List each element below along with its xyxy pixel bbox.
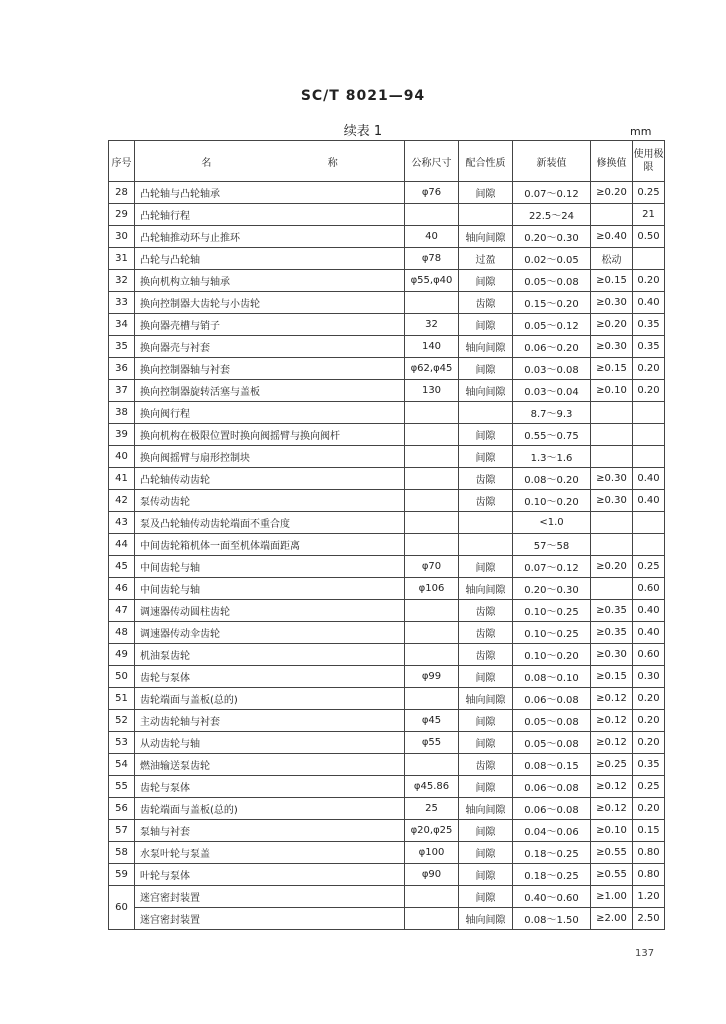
row-repair-value: ≥0.30 [591,292,633,314]
row-new-value: 22.5～24 [513,204,591,226]
table-row [109,908,665,930]
row-fit: 齿隙 [459,622,513,644]
row-limit-value: 0.20 [633,732,665,754]
row-repair-value: ≥1.00 [591,886,633,908]
row-fit: 齿隙 [459,600,513,622]
row-name: 泵传动齿轮 [135,490,405,512]
row-limit-value: 21 [633,204,665,226]
row-limit-value: 0.40 [633,622,665,644]
row-no: 28 [109,182,135,204]
row-name: 换向控制器大齿轮与小齿轮 [135,292,405,314]
row-name: 迷宫密封装置 [135,908,405,930]
row-repair-value: ≥0.35 [591,622,633,644]
table-row [109,468,665,490]
header-new: 新装值 [513,141,591,182]
row-name: 换向控制器轴与衬套 [135,358,405,380]
table-row [109,270,665,292]
row-repair-value: ≥0.20 [591,314,633,336]
row-limit-value: 0.20 [633,270,665,292]
row-repair-value: ≥0.15 [591,666,633,688]
row-new-value: 57～58 [513,534,591,556]
table-row [109,688,665,710]
row-limit-value: 0.80 [633,842,665,864]
row-no: 37 [109,380,135,402]
row-new-value: 0.02～0.05 [513,248,591,270]
row-fit: 间隙 [459,358,513,380]
row-no: 38 [109,402,135,424]
row-name: 调速器传动伞齿轮 [135,622,405,644]
row-new-value: 0.55～0.75 [513,424,591,446]
header-fit: 配合性质 [459,141,513,182]
row-limit-value: 0.35 [633,336,665,358]
row-size [405,512,459,534]
table-caption: 续表 1 [343,124,383,139]
row-fit [459,534,513,556]
row-size: φ106 [405,578,459,600]
row-no: 30 [109,226,135,248]
row-fit: 间隙 [459,556,513,578]
table-row [109,534,665,556]
row-repair-value [591,402,633,424]
row-new-value: 0.18～0.25 [513,864,591,886]
row-new-value: 0.06～0.08 [513,798,591,820]
row-size: φ45.86 [405,776,459,798]
row-name: 迷宫密封装置 [135,886,405,908]
row-limit-value: 0.50 [633,226,665,248]
table-row [109,886,665,908]
row-repair-value: ≥0.12 [591,776,633,798]
row-limit-value: 0.20 [633,798,665,820]
table-row [109,446,665,468]
row-fit: 齿隙 [459,490,513,512]
row-size [405,644,459,666]
row-repair-value: ≥0.10 [591,820,633,842]
row-size: φ62,φ45 [405,358,459,380]
table-row [109,600,665,622]
row-repair-value [591,512,633,534]
row-name: 泵轴与衬套 [135,820,405,842]
table-row [109,556,665,578]
row-name: 主动齿轮轴与衬套 [135,710,405,732]
row-size: φ100 [405,842,459,864]
row-size [405,908,459,930]
row-name: 机油泵齿轮 [135,644,405,666]
standard-code: SC/T 8021—94 [300,88,426,104]
table-row [109,204,665,226]
row-limit-value: 0.60 [633,578,665,600]
row-name: 齿轮端面与盖板(总的) [135,798,405,820]
row-new-value: 0.07～0.12 [513,556,591,578]
table-row [109,732,665,754]
unit-label: mm [630,125,652,138]
row-repair-value: ≥0.12 [591,688,633,710]
table-row [109,380,665,402]
header-limit: 使用极限 [633,141,665,182]
row-new-value: 0.18～0.25 [513,842,591,864]
row-size: 130 [405,380,459,402]
row-fit: 间隙 [459,270,513,292]
row-limit-value: 0.40 [633,292,665,314]
row-no: 53 [109,732,135,754]
row-no: 46 [109,578,135,600]
row-no: 32 [109,270,135,292]
row-new-value: 0.04～0.06 [513,820,591,842]
row-no: 50 [109,666,135,688]
row-repair-value: ≥0.12 [591,732,633,754]
row-name: 换向阀行程 [135,402,405,424]
row-new-value: 0.10～0.20 [513,644,591,666]
page-number: 137 [635,948,655,959]
table-row [109,578,665,600]
row-fit: 轴向间隙 [459,226,513,248]
row-size: φ55,φ40 [405,270,459,292]
row-repair-value: ≥0.35 [591,600,633,622]
table-row [109,490,665,512]
row-no: 60 [109,886,135,930]
table-row [109,798,665,820]
row-no: 55 [109,776,135,798]
row-size [405,754,459,776]
row-fit: 间隙 [459,424,513,446]
table-row [109,710,665,732]
row-no: 54 [109,754,135,776]
row-new-value: <1.0 [513,512,591,534]
row-no: 56 [109,798,135,820]
row-repair-value: ≥0.12 [591,798,633,820]
row-fit: 间隙 [459,842,513,864]
row-limit-value [633,534,665,556]
row-new-value: 0.07～0.12 [513,182,591,204]
row-repair-value [591,204,633,226]
table-header-row [109,141,665,182]
row-size [405,402,459,424]
row-no: 47 [109,600,135,622]
row-limit-value: 0.30 [633,666,665,688]
header-repair: 修换值 [591,141,633,182]
row-no: 34 [109,314,135,336]
row-new-value: 0.08～0.15 [513,754,591,776]
row-no: 29 [109,204,135,226]
row-size: φ45 [405,710,459,732]
row-new-value: 8.7～9.3 [513,402,591,424]
row-new-value: 0.05～0.12 [513,314,591,336]
row-limit-value: 0.60 [633,644,665,666]
row-limit-value: 0.20 [633,710,665,732]
table-row [109,314,665,336]
row-size [405,468,459,490]
row-size: 40 [405,226,459,248]
row-size: φ99 [405,666,459,688]
row-no: 35 [109,336,135,358]
table-row [109,666,665,688]
row-limit-value: 0.20 [633,688,665,710]
row-limit-value: 1.20 [633,886,665,908]
table-body [109,182,665,930]
row-no: 48 [109,622,135,644]
row-limit-value: 0.15 [633,820,665,842]
row-new-value: 0.06～0.08 [513,688,591,710]
row-size [405,446,459,468]
table-row [109,182,665,204]
row-repair-value: ≥0.55 [591,842,633,864]
row-repair-value: ≥0.55 [591,864,633,886]
row-repair-value [591,578,633,600]
row-name: 中间齿轮箱机体一面至机体端面距离 [135,534,405,556]
row-no: 52 [109,710,135,732]
row-fit [459,402,513,424]
row-fit: 间隙 [459,446,513,468]
row-repair-value: ≥0.20 [591,556,633,578]
row-fit: 齿隙 [459,644,513,666]
row-repair-value: ≥0.40 [591,226,633,248]
row-size [405,622,459,644]
row-limit-value: 0.35 [633,754,665,776]
header-size: 公称尺寸 [405,141,459,182]
row-no: 58 [109,842,135,864]
row-name: 齿轮与泵体 [135,666,405,688]
row-limit-value: 0.40 [633,490,665,512]
row-name: 换向控制器旋转活塞与盖板 [135,380,405,402]
row-fit: 齿隙 [459,468,513,490]
row-name: 调速器传动圆柱齿轮 [135,600,405,622]
row-name: 齿轮端面与盖板(总的) [135,688,405,710]
row-repair-value [591,446,633,468]
row-fit: 齿隙 [459,754,513,776]
row-repair-value: ≥0.15 [591,358,633,380]
row-repair-value: ≥0.15 [591,270,633,292]
row-new-value: 1.3～1.6 [513,446,591,468]
row-new-value: 0.10～0.20 [513,490,591,512]
row-limit-value [633,402,665,424]
row-no: 41 [109,468,135,490]
header-no: 序号 [109,141,135,182]
row-fit: 间隙 [459,864,513,886]
row-limit-value: 0.20 [633,358,665,380]
row-limit-value: 0.25 [633,182,665,204]
table-row [109,402,665,424]
row-fit: 间隙 [459,732,513,754]
row-repair-value: ≥0.30 [591,468,633,490]
row-fit: 间隙 [459,710,513,732]
row-limit-value: 0.25 [633,556,665,578]
row-repair-value: ≥0.30 [591,490,633,512]
row-size [405,490,459,512]
table-row [109,842,665,864]
row-name: 从动齿轮与轴 [135,732,405,754]
row-no: 42 [109,490,135,512]
row-size: 140 [405,336,459,358]
row-no: 45 [109,556,135,578]
row-repair-value: ≥0.30 [591,336,633,358]
row-limit-value: 0.25 [633,776,665,798]
row-limit-value: 0.35 [633,314,665,336]
row-fit: 轴向间隙 [459,336,513,358]
row-repair-value: ≥2.00 [591,908,633,930]
row-name: 凸轮轴行程 [135,204,405,226]
row-name: 齿轮与泵体 [135,776,405,798]
row-new-value: 0.05～0.08 [513,732,591,754]
row-new-value: 0.20～0.30 [513,226,591,248]
row-limit-value: 0.40 [633,468,665,490]
row-fit: 间隙 [459,182,513,204]
table-row [109,864,665,886]
header-name-part2: 称 [327,157,338,169]
row-fit: 轴向间隙 [459,688,513,710]
row-repair-value: ≥0.12 [591,710,633,732]
row-name: 凸轮轴推动环与止推环 [135,226,405,248]
row-name: 凸轮轴与凸轮轴承 [135,182,405,204]
row-fit: 轴向间隙 [459,798,513,820]
row-size: 32 [405,314,459,336]
row-limit-value: 0.80 [633,864,665,886]
row-repair-value: ≥0.10 [591,380,633,402]
row-repair-value: 松动 [591,248,633,270]
row-name: 叶轮与泵体 [135,864,405,886]
row-new-value: 0.10～0.25 [513,600,591,622]
row-limit-value [633,446,665,468]
row-name: 中间齿轮与轴 [135,578,405,600]
row-fit: 间隙 [459,776,513,798]
row-new-value: 0.08～0.20 [513,468,591,490]
row-new-value: 0.20～0.30 [513,578,591,600]
row-repair-value: ≥0.30 [591,644,633,666]
row-no: 36 [109,358,135,380]
row-name: 换向机构立轴与轴承 [135,270,405,292]
row-repair-value [591,424,633,446]
row-fit: 间隙 [459,314,513,336]
row-fit: 间隙 [459,666,513,688]
row-no: 49 [109,644,135,666]
row-fit: 间隙 [459,820,513,842]
row-size [405,600,459,622]
row-fit [459,204,513,226]
row-size: 25 [405,798,459,820]
row-limit-value: 0.20 [633,380,665,402]
table-row [109,776,665,798]
row-limit-value [633,512,665,534]
row-no: 44 [109,534,135,556]
row-limit-value [633,248,665,270]
row-size: φ78 [405,248,459,270]
row-size: φ55 [405,732,459,754]
table-row [109,336,665,358]
row-name: 换向器壳槽与销子 [135,314,405,336]
row-new-value: 0.03～0.08 [513,358,591,380]
row-fit: 轴向间隙 [459,908,513,930]
header-name-part1: 名 [201,157,212,169]
row-no: 43 [109,512,135,534]
row-no: 57 [109,820,135,842]
table-row [109,820,665,842]
table-row [109,622,665,644]
row-repair-value: ≥0.20 [591,182,633,204]
row-new-value: 0.08～0.10 [513,666,591,688]
row-no: 31 [109,248,135,270]
row-name: 凸轮轴传动齿轮 [135,468,405,490]
row-size: φ76 [405,182,459,204]
row-new-value: 0.08～1.50 [513,908,591,930]
row-name: 水泵叶轮与泵盖 [135,842,405,864]
row-fit: 齿隙 [459,292,513,314]
row-size [405,424,459,446]
row-name: 换向阀摇臂与扇形控制块 [135,446,405,468]
row-size [405,292,459,314]
row-repair-value: ≥0.25 [591,754,633,776]
row-fit: 轴向间隙 [459,578,513,600]
row-no: 51 [109,688,135,710]
table-row [109,644,665,666]
row-name: 中间齿轮与轴 [135,556,405,578]
row-new-value: 0.06～0.08 [513,776,591,798]
row-new-value: 0.05～0.08 [513,270,591,292]
table-row [109,292,665,314]
row-size [405,534,459,556]
row-new-value: 0.06～0.20 [513,336,591,358]
row-new-value: 0.15～0.20 [513,292,591,314]
row-new-value: 0.03～0.04 [513,380,591,402]
row-new-value: 0.05～0.08 [513,710,591,732]
row-no: 39 [109,424,135,446]
table-row [109,358,665,380]
table-row [109,512,665,534]
row-no: 33 [109,292,135,314]
row-size: φ90 [405,864,459,886]
table-row [109,424,665,446]
row-size: φ70 [405,556,459,578]
row-limit-value: 0.40 [633,600,665,622]
row-new-value: 0.40～0.60 [513,886,591,908]
row-size: φ20,φ25 [405,820,459,842]
row-name: 燃油输送泵齿轮 [135,754,405,776]
row-fit [459,512,513,534]
row-fit: 过盈 [459,248,513,270]
row-fit: 轴向间隙 [459,380,513,402]
row-no: 59 [109,864,135,886]
row-size [405,886,459,908]
table-row [109,226,665,248]
row-name: 泵及凸轮轴传动齿轮端面不重合度 [135,512,405,534]
row-no: 40 [109,446,135,468]
row-size [405,688,459,710]
row-limit-value [633,424,665,446]
row-name: 凸轮与凸轮轴 [135,248,405,270]
header-name [135,141,405,182]
row-new-value: 0.10～0.25 [513,622,591,644]
row-name: 换向器壳与衬套 [135,336,405,358]
row-fit: 间隙 [459,886,513,908]
row-size [405,204,459,226]
table-row [109,248,665,270]
table-row [109,754,665,776]
spec-table [108,140,665,930]
row-name: 换向机构在极限位置时换向阀摇臂与换向阀杆 [135,424,405,446]
row-limit-value: 2.50 [633,908,665,930]
row-repair-value [591,534,633,556]
